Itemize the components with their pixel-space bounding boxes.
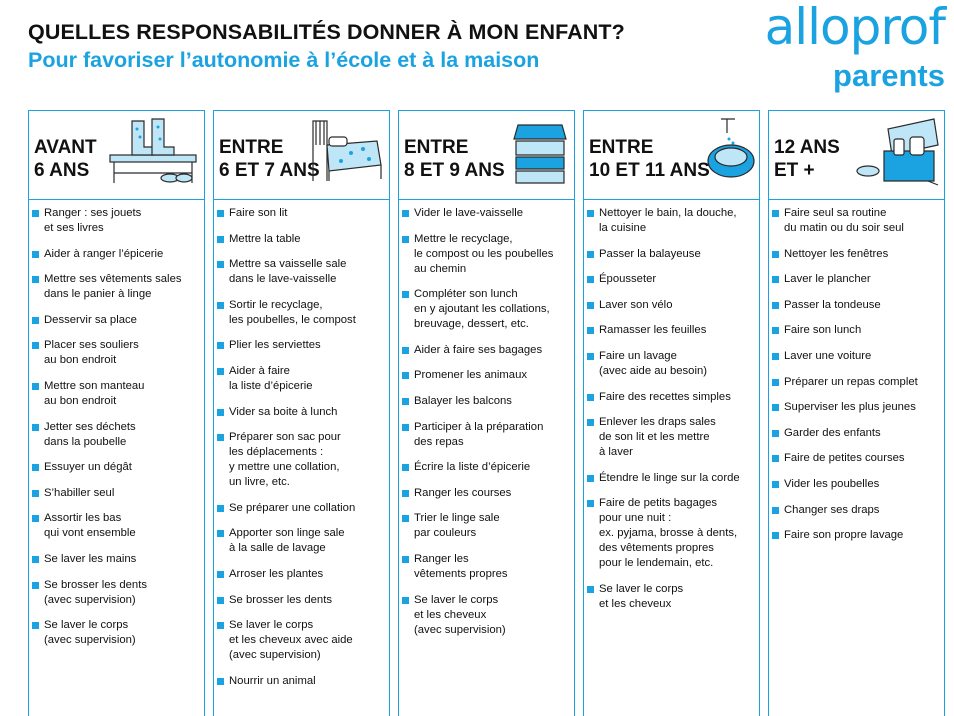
task-item: Ranger les vêtements propres <box>414 552 570 582</box>
task-item: Ranger les courses <box>414 486 570 501</box>
task-item: Mettre la table <box>229 232 385 247</box>
task-item: Étendre le linge sur la corde <box>599 471 755 486</box>
task-item: Garder des enfants <box>784 426 940 441</box>
task-item: Changer ses draps <box>784 503 940 518</box>
task-item: Passer la balayeuse <box>599 247 755 262</box>
task-item: Ramasser les feuilles <box>599 323 755 338</box>
task-item: Jetter ses déchets dans la poubelle <box>44 420 200 450</box>
task-item: Vider les poubelles <box>784 477 940 492</box>
task-item: Placer ses souliers au bon endroit <box>44 338 200 368</box>
boots-bench-icon <box>108 115 200 187</box>
task-item: Nourrir un animal <box>229 674 385 689</box>
task-item: Laver son vélo <box>599 298 755 313</box>
bed-icon <box>307 115 385 187</box>
task-item: Se laver les mains <box>44 552 200 567</box>
age-line2: 6 ET 7 ANS <box>219 160 320 181</box>
task-item: Épousseter <box>599 272 755 287</box>
age-line1: 12 ANS <box>774 137 840 158</box>
task-item: Mettre ses vêtements sales dans le panier à linge <box>44 272 200 302</box>
task-item: Compléter son lunch en y ajoutant les collations, breuvage, dessert, etc. <box>414 287 570 332</box>
age-columns <box>28 110 948 716</box>
task-list <box>769 200 944 543</box>
task-item: Trier le linge sale par couleurs <box>414 511 570 541</box>
task-list <box>214 200 389 689</box>
column-10-11 <box>583 110 760 716</box>
task-item: Essuyer un dégât <box>44 460 200 475</box>
age-label <box>404 136 505 182</box>
task-item: Balayer les balcons <box>414 394 570 409</box>
task-item: Faire un lavage (avec aide au besoin) <box>599 349 755 379</box>
task-item: Apporter son linge sale à la salle de lavage <box>229 526 385 556</box>
age-label <box>589 136 710 182</box>
task-item: Faire de petits bagages pour une nuit : ex. pyjama, brosse à dents, des vêtements propres pour le lendemain, etc. <box>599 496 755 571</box>
age-line1: AVANT <box>34 137 97 158</box>
task-item: Préparer son sac pour les déplacements : y mettre une collation, un livre, etc. <box>229 430 385 490</box>
lunch-box-icon <box>854 115 940 187</box>
task-item: Se laver le corps et les cheveux avec aide (avec supervision) <box>229 618 385 663</box>
task-item: Nettoyer les fenêtres <box>784 247 940 262</box>
task-item: Mettre son manteau au bon endroit <box>44 379 200 409</box>
column-header <box>29 111 204 200</box>
age-line1: ENTRE <box>404 137 469 158</box>
column-before-6 <box>28 110 205 716</box>
task-item: Participer à la préparation des repas <box>414 420 570 450</box>
age-line1: ENTRE <box>219 137 284 158</box>
task-item: Se brosser les dents (avec supervision) <box>44 578 200 608</box>
task-item: Mettre le recyclage, le compost ou les poubelles au chemin <box>414 232 570 277</box>
task-item: Ranger : ses jouets et ses livres <box>44 206 200 236</box>
task-item: Superviser les plus jeunes <box>784 400 940 415</box>
column-8-9 <box>398 110 575 716</box>
task-item: Aider à faire ses bagages <box>414 343 570 358</box>
task-item: Préparer un repas complet <box>784 375 940 390</box>
task-list <box>399 200 574 638</box>
task-item: Se préparer une collation <box>229 501 385 516</box>
task-item: Se brosser les dents <box>229 593 385 608</box>
task-item: Desservir sa place <box>44 313 200 328</box>
task-item: Aider à faire la liste d’épicerie <box>229 364 385 394</box>
column-6-7 <box>213 110 390 716</box>
column-header <box>584 111 759 200</box>
task-item: Aider à ranger l’épicerie <box>44 247 200 262</box>
task-item: Nettoyer le bain, la douche, la cuisine <box>599 206 755 236</box>
age-label <box>34 136 97 182</box>
task-item: Faire son lunch <box>784 323 940 338</box>
task-item: Vider le lave-vaisselle <box>414 206 570 221</box>
page-subtitle: Pour favoriser l’autonomie à l’école et à la maison <box>28 48 540 72</box>
task-item: Faire son lit <box>229 206 385 221</box>
task-item: Mettre sa vaisselle sale dans le lave-vaisselle <box>229 257 385 287</box>
task-item: Assortir les bas qui vont ensemble <box>44 511 200 541</box>
task-item: Faire seul sa routine du matin ou du soir seul <box>784 206 940 236</box>
age-label <box>774 136 840 182</box>
sink-icon <box>705 115 755 187</box>
column-header <box>399 111 574 200</box>
logo-name: alloprof <box>764 0 945 56</box>
task-list <box>584 200 759 612</box>
folded-clothes-icon <box>512 115 570 187</box>
task-item: S’habiller seul <box>44 486 200 501</box>
task-item: Plier les serviettes <box>229 338 385 353</box>
age-line2: 10 ET 11 ANS <box>589 160 710 181</box>
task-item: Laver une voiture <box>784 349 940 364</box>
task-item: Enlever les draps sales de son lit et les mettre à laver <box>599 415 755 460</box>
task-list <box>29 200 204 648</box>
age-label <box>219 136 320 182</box>
task-item: Promener les animaux <box>414 368 570 383</box>
alloprof-logo <box>737 0 949 98</box>
column-header <box>769 111 944 200</box>
age-line2: 6 ANS <box>34 160 90 181</box>
page-title: QUELLES RESPONSABILITÉS DONNER À MON ENFANT? <box>28 20 625 44</box>
task-item: Passer la tondeuse <box>784 298 940 313</box>
task-item: Faire de petites courses <box>784 451 940 466</box>
age-line2: 8 ET 9 ANS <box>404 160 505 181</box>
task-item: Sortir le recyclage, les poubelles, le compost <box>229 298 385 328</box>
logo-sub: parents <box>833 58 945 93</box>
task-item: Arroser les plantes <box>229 567 385 582</box>
column-12-plus <box>768 110 945 716</box>
task-item: Vider sa boite à lunch <box>229 405 385 420</box>
column-header <box>214 111 389 200</box>
task-item: Laver le plancher <box>784 272 940 287</box>
task-item: Se laver le corps et les cheveux (avec supervision) <box>414 593 570 638</box>
age-line1: ENTRE <box>589 137 654 158</box>
task-item: Faire des recettes simples <box>599 390 755 405</box>
task-item: Écrire la liste d’épicerie <box>414 460 570 475</box>
task-item: Faire son propre lavage <box>784 528 940 543</box>
age-line2: ET + <box>774 160 815 181</box>
task-item: Se laver le corps et les cheveux <box>599 582 755 612</box>
task-item: Se laver le corps (avec supervision) <box>44 618 200 648</box>
